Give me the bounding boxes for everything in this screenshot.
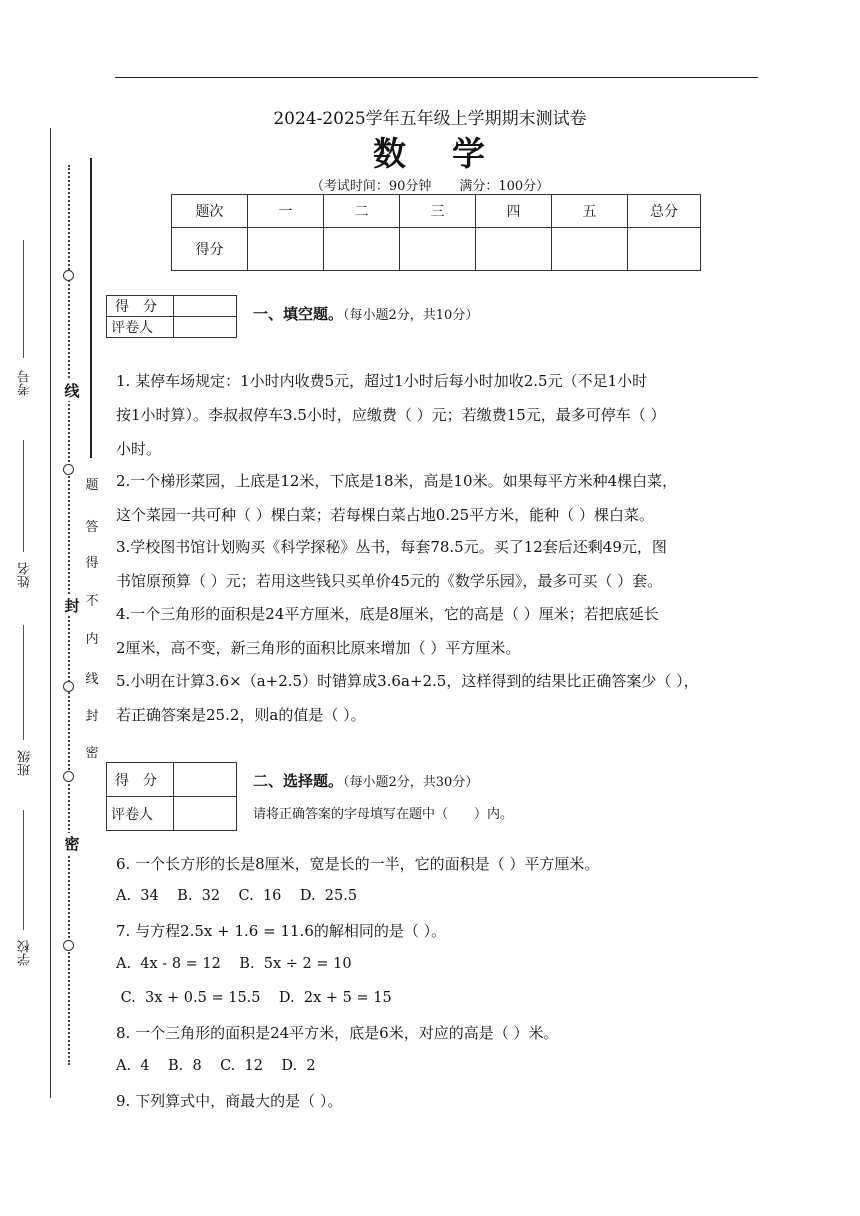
question-6-options: A. 34 B. 32 C. 16 D. 25.5 (116, 888, 358, 904)
score-table-header: 三 (400, 195, 476, 228)
top-rule (115, 77, 758, 78)
warning-char: 内 (85, 632, 99, 647)
section2-instruction: 请将正确答案的字母填写在题中（ ）内。 (253, 807, 514, 822)
section2-note: （每小题2分，共30分） (343, 775, 479, 790)
question-line: 若正确答案是25.2，则a的值是（ ）。 (116, 706, 366, 724)
exam-title: 2024-2025学年五年级上学期期末测试卷 (273, 109, 587, 129)
section2-heading (253, 770, 478, 791)
inner-binding-line (90, 158, 92, 458)
grader-name-cell[interactable] (174, 317, 237, 338)
binding-char-line: 线 (64, 382, 80, 400)
grader-box (106, 762, 237, 831)
warning-char: 不 (85, 594, 99, 609)
question-4 (116, 597, 766, 665)
score-table (171, 194, 701, 271)
grader-score-cell[interactable] (174, 296, 237, 317)
warning-char: 答 (85, 520, 99, 535)
question-line: 4.一个三角形的面积是24平方厘米，底是8厘米，它的高是（ ）厘米；若把底延长 (116, 605, 659, 623)
score-row-label: 得分 (172, 228, 248, 271)
grader-score-cell[interactable] (174, 763, 237, 797)
hole-circle (63, 940, 74, 951)
score-table-header: 题次 (172, 195, 248, 228)
grader-name-label: 评卷人 (107, 317, 174, 338)
question-3 (116, 530, 766, 598)
score-table-header: 五 (552, 195, 628, 228)
warning-char: 题 (85, 478, 99, 493)
score-cell[interactable] (400, 228, 476, 271)
score-cell[interactable] (476, 228, 552, 271)
exam-info (0, 175, 860, 194)
question-line: 书馆原预算（ ）元；若用这些钱只买单价45元的《数学乐园》，最多可买（ ）套。 (116, 572, 663, 590)
subject-title (0, 128, 860, 175)
hole-circle (63, 464, 74, 475)
class-label: 班级 (18, 750, 33, 776)
question-line: 1. 某停车场规定：1小时内收费5元，超过1小时后每小时加收2.5元（不足1小时 (116, 372, 648, 390)
question-6: 6. 一个长方形的长是8厘米，宽是长的一半，它的面积是（ ）平方厘米。 (116, 855, 600, 873)
question-7-options-2: C. 3x + 0.5 = 15.5 D. 2x + 5 = 15 (116, 990, 392, 1006)
score-table-header: 总分 (628, 195, 701, 228)
question-5 (116, 664, 766, 732)
school-label: 学校 (18, 940, 33, 966)
question-line: 2.一个梯形菜园，上底是12米，下底是18米，高是10米。如果每平方米种4棵白菜， (116, 472, 678, 490)
warning-char: 得 (85, 556, 99, 571)
grader-score-label: 得 分 (107, 296, 174, 317)
subject-char: 学 (452, 134, 487, 173)
exam-number-blank (23, 240, 24, 358)
full-score: 满分：100分） (459, 179, 550, 194)
question-line: 小时。 (116, 440, 162, 458)
question-8-options: A. 4 B. 8 C. 12 D. 2 (116, 1058, 316, 1074)
score-cell[interactable] (324, 228, 400, 271)
name-blank (23, 440, 24, 552)
question-7-options-1: A. 4x - 8 = 12 B. 5x ÷ 2 = 10 (116, 956, 352, 972)
question-line: 这个菜园一共可种（ ）棵白菜；若每棵白菜占地0.25平方米，能种（ ）棵白菜。 (116, 506, 654, 524)
question-line: 2厘米，高不变，新三角形的面积比原来增加（ ）平方厘米。 (116, 639, 521, 657)
outer-binding-line (50, 128, 51, 1098)
name-label: 姓名 (18, 562, 33, 588)
warning-char: 线 (85, 672, 99, 687)
hole-circle (63, 270, 74, 281)
question-2 (116, 464, 766, 532)
hole-circle (63, 681, 74, 692)
hole-circle (63, 771, 74, 782)
score-table-header: 一 (248, 195, 324, 228)
question-line: 3.学校图书馆计划购买《科学探秘》丛书，每套78.5元。买了12套后还剩49元，图 (116, 538, 667, 556)
exam-number-label: 考号 (18, 370, 33, 396)
section1-note: （每小题2分，共10分） (343, 308, 479, 323)
score-cell[interactable] (628, 228, 701, 271)
question-1 (116, 364, 766, 466)
question-8: 8. 一个三角形的面积是24平方米，底是6米，对应的高是（ ）米。 (116, 1024, 559, 1042)
warning-char: 封 (85, 709, 99, 724)
grader-box (106, 295, 237, 338)
score-table-header: 四 (476, 195, 552, 228)
question-7: 7. 与方程2.5x + 1.6 = 11.6的解相同的是（ ）。 (116, 922, 447, 940)
question-line: 按1小时算）。李叔叔停车3.5小时，应缴费（ ）元；若缴费15元，最多可停车（ ） (116, 406, 666, 424)
grader-name-cell[interactable] (174, 797, 237, 831)
section1-title: 一、填空题。 (253, 305, 344, 323)
score-cell[interactable] (552, 228, 628, 271)
grader-score-label: 得 分 (107, 763, 174, 797)
class-blank (23, 625, 24, 740)
exam-time: （考试时间：90分钟 (310, 179, 432, 194)
score-cell[interactable] (248, 228, 324, 271)
binding-char-secret: 密 (64, 835, 80, 853)
score-table-header: 二 (324, 195, 400, 228)
section1-heading (253, 303, 478, 324)
question-line: 5.小明在计算3.6×（a+2.5）时错算成3.6a+2.5，这样得到的结果比正确答案少（ ）， (116, 672, 699, 690)
question-9: 9. 下列算式中，商最大的是（ ）。 (116, 1092, 343, 1110)
grader-name-label: 评卷人 (107, 797, 174, 831)
binding-char-seal: 封 (64, 597, 80, 615)
school-blank (23, 810, 24, 930)
warning-char: 密 (85, 746, 99, 761)
subject-char: 数 (373, 134, 408, 173)
section2-title: 二、选择题。 (253, 772, 344, 790)
